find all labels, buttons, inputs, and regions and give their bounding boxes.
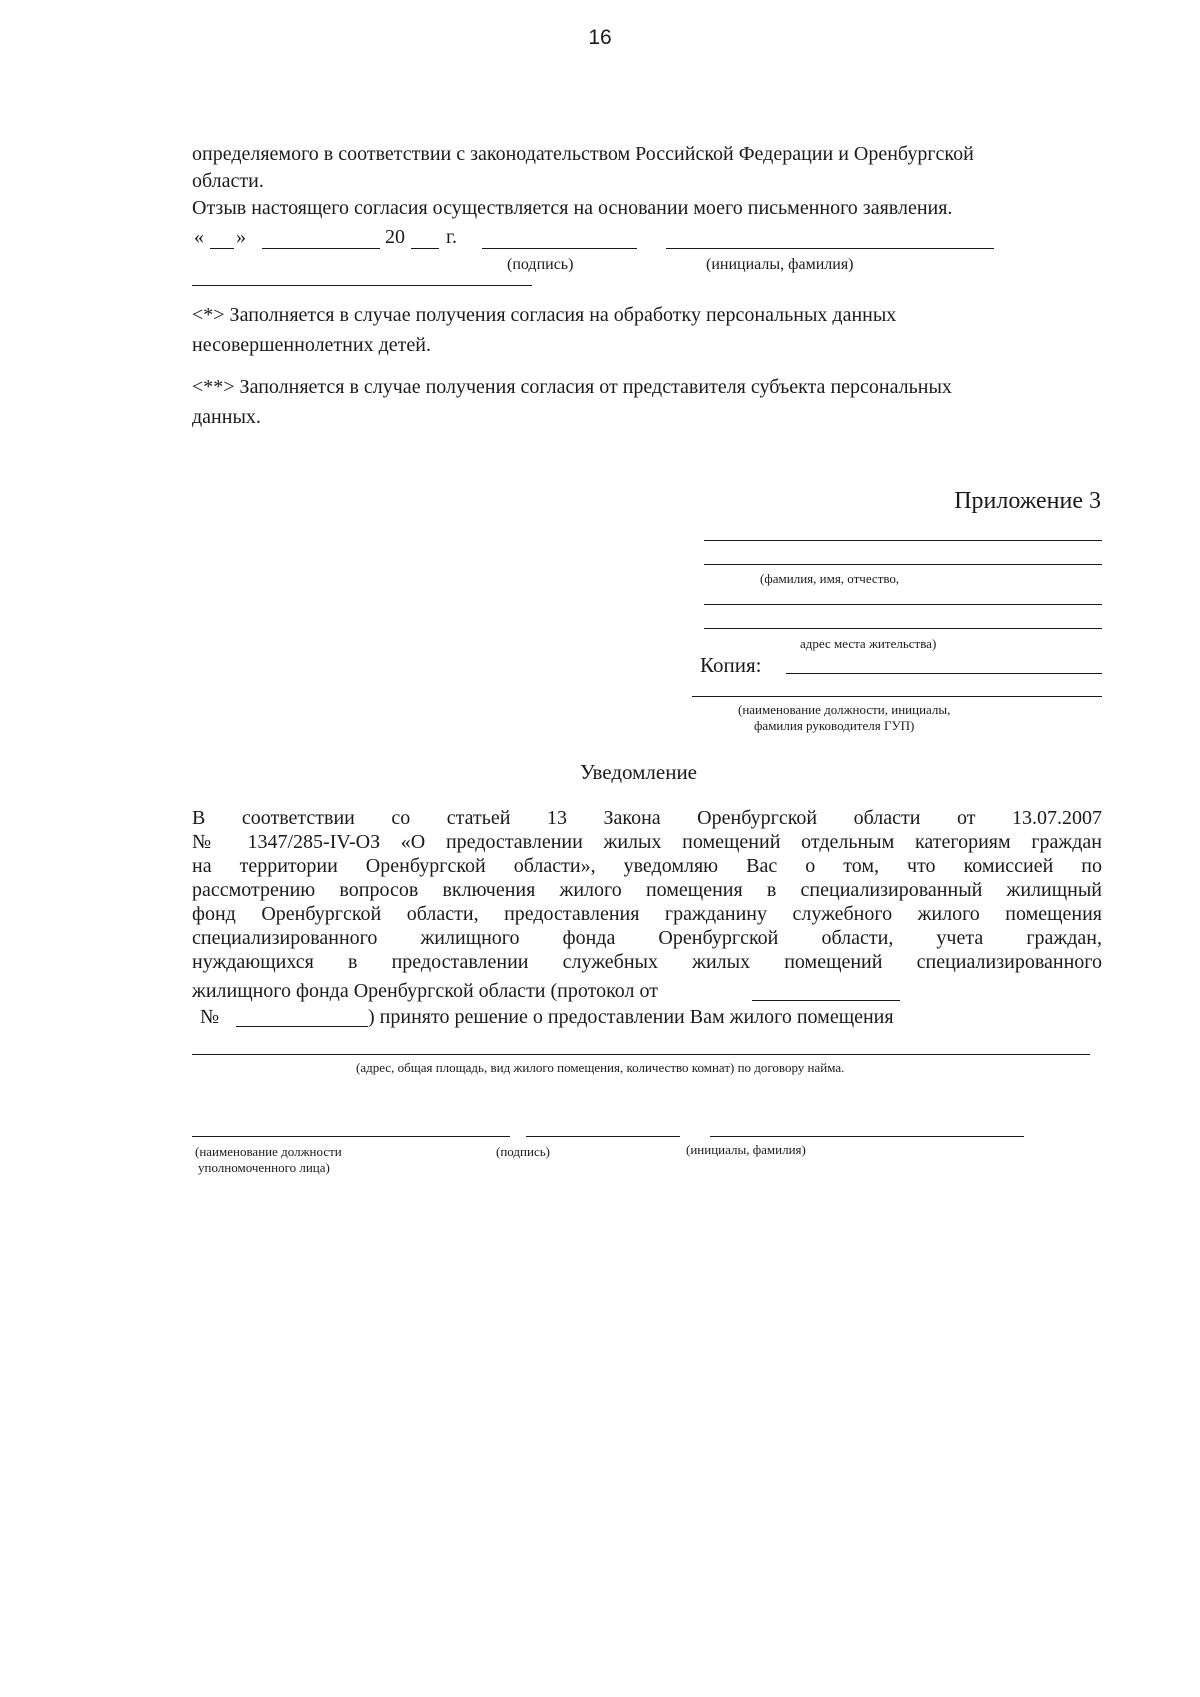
- footnote-line: данных.: [192, 406, 261, 428]
- date-day-blank: [210, 248, 234, 249]
- notice-line: на территории Оренбургской области», уведомляю Вас о том, что комиссией по: [192, 855, 1102, 877]
- caption-position: фамилия руководителя ГУП): [754, 718, 915, 733]
- sign-caption-position: (наименование должности: [195, 1144, 342, 1159]
- date-year-prefix: 20: [385, 226, 405, 248]
- notice-line: В соответствии со статьей 13 Закона Оренбургской области от 13.07.2007: [192, 807, 1102, 829]
- notice-line: № 1347/285-IV-ОЗ «О предоставлении жилых помещений отдельным категориям граждан: [192, 831, 1102, 853]
- signature-blank: [482, 248, 637, 249]
- recipient-name-line: [704, 540, 1102, 541]
- consent-text-line: определяемого в соответствии с законодательством Российской Федерации и Оренбургской: [192, 143, 974, 165]
- copy-recipient-line: [692, 696, 1102, 697]
- caption-position: (наименование должности, инициалы,: [738, 702, 951, 717]
- sign-signature-blank: [526, 1136, 680, 1137]
- footnote-line: <**> Заполняется в случае получения согласия от представителя субъекта персональных: [192, 376, 952, 398]
- date-year-blank: [411, 248, 439, 249]
- notice-line: специализированного жилищного фонда Оренбургской области, учета граждан,: [192, 927, 1102, 949]
- date-quote-close: »: [236, 226, 246, 248]
- sign-caption-initials: (инициалы, фамилия): [686, 1142, 806, 1157]
- copy-label: Копия:: [700, 653, 762, 677]
- premises-blank: [192, 1054, 1090, 1055]
- notice-line: фонд Оренбургской области, предоставления гражданину служебного жилого помещения: [192, 903, 1102, 925]
- recipient-address-line: [704, 628, 1102, 629]
- recipient-name-line: [704, 564, 1102, 565]
- initials-blank: [666, 248, 994, 249]
- notice-body: [192, 806, 1102, 974]
- appendix-title: Приложение 3: [954, 488, 1101, 514]
- caption-premises: (адрес, общая площадь, вид жилого помещения, количество комнат) по договору найма.: [356, 1060, 845, 1075]
- sign-initials-blank: [710, 1136, 1024, 1137]
- footnote-line: <*> Заполняется в случае получения согласия на обработку персональных данных: [192, 304, 897, 326]
- sign-position-blank: [192, 1136, 510, 1137]
- notice-title: Уведомление: [580, 760, 698, 784]
- sign-caption-position: уполномоченного лица): [198, 1160, 330, 1175]
- date-month-blank: [262, 248, 380, 249]
- revocation-text: Отзыв настоящего согласия осуществляется на основании моего письменного заявления.: [192, 197, 953, 219]
- number-sign: №: [200, 1006, 220, 1028]
- footnote-separator: [192, 285, 532, 286]
- initials-caption: (инициалы, фамилия): [706, 256, 854, 273]
- recipient-address-line: [704, 604, 1102, 605]
- sign-caption-signature: (подпись): [496, 1144, 550, 1159]
- signature-caption: (подпись): [507, 256, 574, 273]
- consent-text-line: области.: [192, 170, 264, 192]
- page-number: 16: [588, 26, 612, 49]
- protocol-date-blank: [752, 1000, 900, 1001]
- footnote-line: несовершеннолетних детей.: [192, 334, 431, 356]
- caption-fio: (фамилия, имя, отчество,: [760, 571, 900, 586]
- copy-recipient-line: [786, 673, 1102, 674]
- caption-address: адрес места жительства): [800, 636, 937, 651]
- notice-line: нуждающихся в предоставлении служебных жилых помещений специализированного: [192, 951, 1102, 973]
- date-quote-open: «: [194, 226, 204, 248]
- notice-line: рассмотрению вопросов включения жилого помещения в специализированный жилищный: [192, 879, 1102, 901]
- date-year-suffix: г.: [446, 226, 457, 248]
- protocol-number-blank: [236, 1026, 368, 1027]
- protocol-text: жилищного фонда Оренбургской области (протокол от: [192, 980, 658, 1002]
- decision-text: ) принято решение о предоставлении Вам жилого помещения: [368, 1006, 894, 1028]
